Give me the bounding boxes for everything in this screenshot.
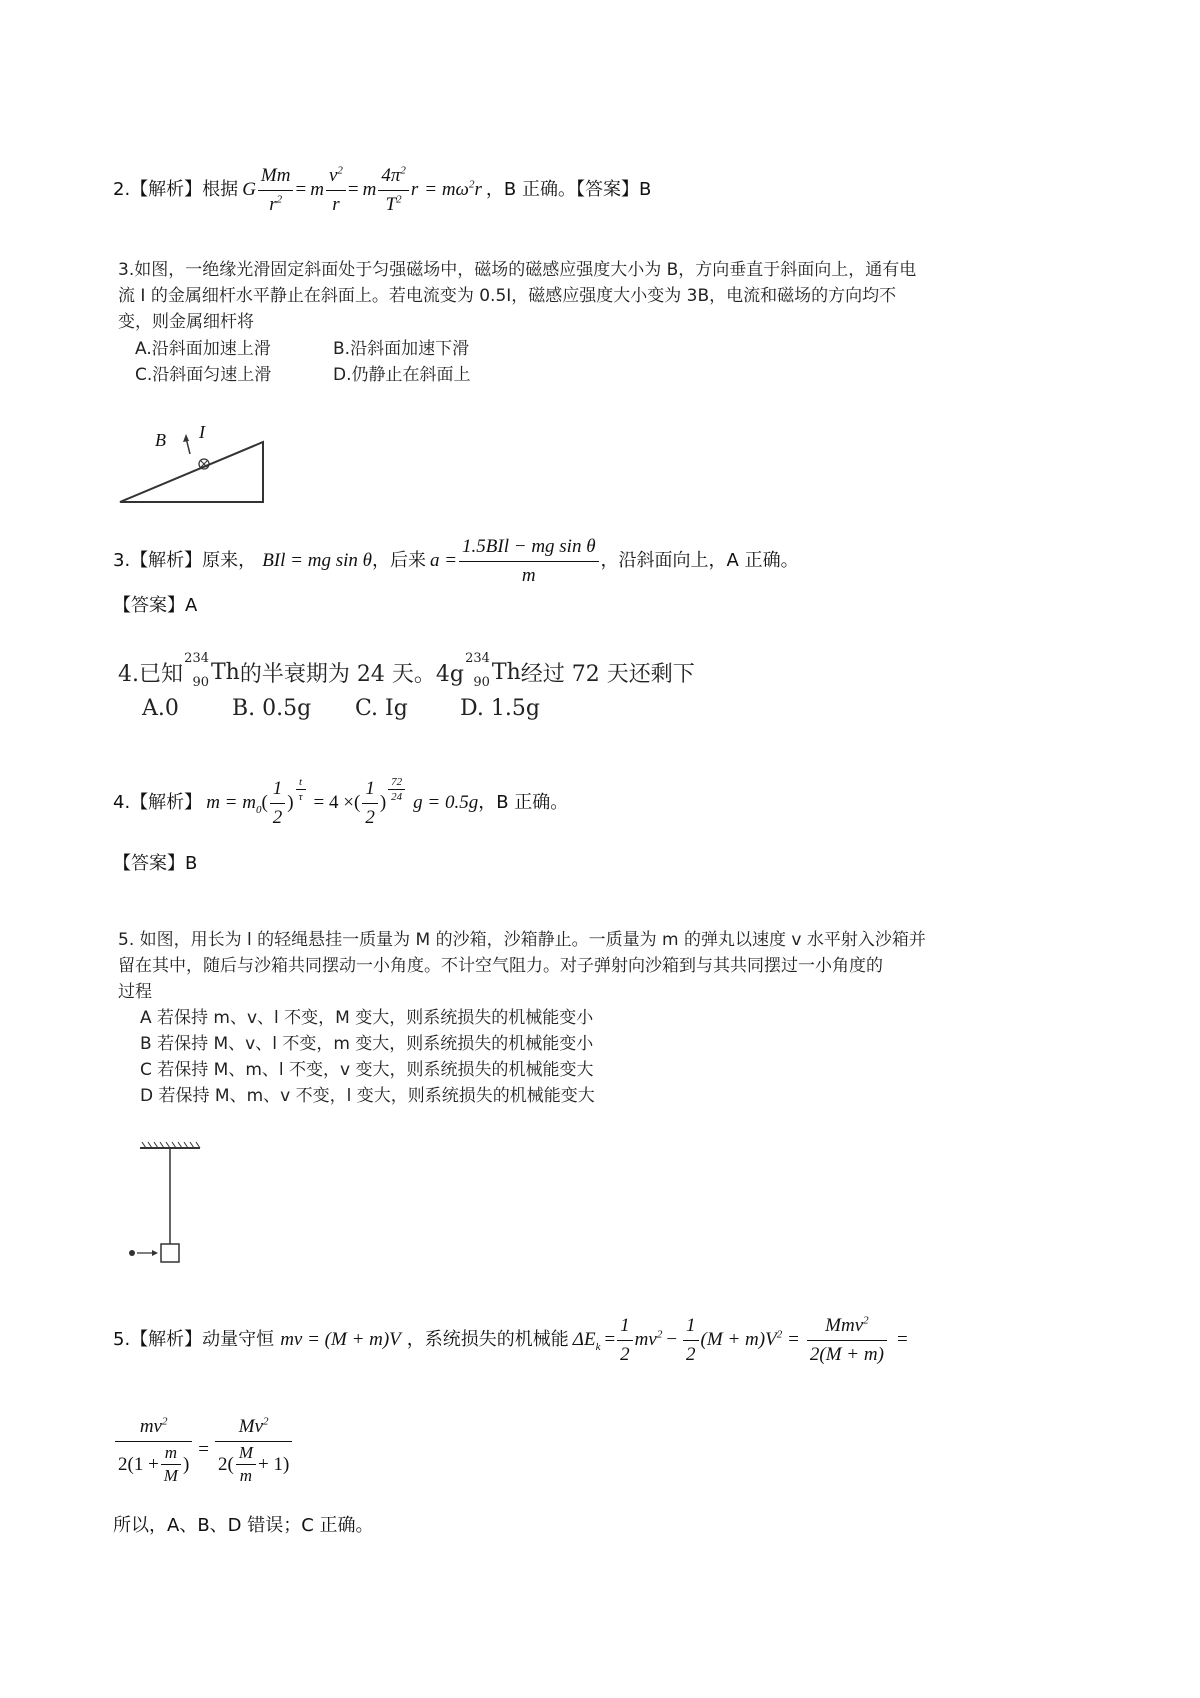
q4-half1-num: 1 (270, 775, 286, 804)
q5-den2-M: M (236, 1442, 256, 1465)
q3-option-d: D.仍静止在斜面上 (333, 365, 471, 385)
q4-sol-m: $m = m_0$ (206, 792, 262, 816)
q4-option-c: C. Ig (355, 696, 408, 721)
q4-sol-half-1 (270, 775, 286, 832)
incline-triangle (120, 442, 263, 502)
q2-prefix: 2.【解析】根据 (113, 179, 239, 200)
q3-sol-eq1: BIl = mg sin θ (262, 550, 372, 571)
q5-sol-dE: $\Delta E_k$ (572, 1329, 601, 1353)
q5-conclusion: 所以，A、B、D 错误；C 正确。 (113, 1515, 374, 1536)
q4-exp2-num: 72 (388, 775, 405, 790)
q5-option-c: C 若保持 M、m、l 不变，v 变大，则系统损失的机械能变大 (140, 1060, 594, 1080)
q4-answer: 【答案】B (113, 853, 198, 874)
q4-option-a: A.0 (142, 696, 179, 721)
q5-option-d: D 若保持 M、m、v 不变，l 变大，则系统损失的机械能变大 (140, 1086, 595, 1106)
q2-frac-gravity (258, 162, 294, 219)
q5-sol-prefix: 5.【解析】动量守恒 (113, 1329, 275, 1350)
q3-answer: 【答案】A (113, 595, 198, 616)
q4-sol-prefix: 4.【解析】 (113, 792, 203, 813)
q2-frac1-num: Mm (258, 162, 294, 191)
q2-frac-centripetal (326, 162, 346, 219)
q3-sol-prefix: 3.【解析】原来， (113, 550, 257, 571)
q2-eq1: = (295, 179, 307, 200)
q3-sol-a: a = (429, 550, 458, 571)
q3-sol-den: m (521, 564, 536, 586)
q2-solution (113, 160, 651, 220)
q4-stem (118, 650, 695, 694)
q3-sol-mid: ，后来 (371, 550, 426, 571)
q5-den1-m: m (161, 1442, 181, 1465)
q2-m1: m (310, 179, 324, 200)
q3-incline-figure (108, 418, 268, 508)
q3-option-b: B.沿斜面加速下滑 (333, 339, 470, 359)
q3-solution (113, 530, 799, 592)
q5-line2-num1: $mv^2$ (115, 1413, 192, 1442)
q3-sol-frac (459, 533, 599, 590)
q2-eq2: = (347, 179, 359, 200)
q4-atomic-number-2: 90 (473, 675, 490, 690)
q4-tail: 经过 72 天还剩下 (520, 661, 695, 687)
q4-sol-mid: = 4 × (313, 792, 354, 813)
q3-line2: 流 I 的金属细杆水平静止在斜面上。若电流变为 0.5I，磁感应强度大小变为 3B，电流和磁场的方向均不 (118, 286, 897, 306)
q2-frac3-den: $T^2$ (385, 193, 402, 215)
q5-line1: 5. 如图，用长为 l 的轻绳悬挂一质量为 M 的沙箱，沙箱静止。一质量为 m 的弹丸以速度 v 水平射入沙箱并 (118, 930, 926, 950)
q5-line3: 过程 (118, 982, 152, 1002)
q5-line2-num2: Mv$^2$ (215, 1413, 292, 1442)
q3-line1: 3.如图，一绝缘光滑固定斜面处于匀强磁场中，磁场的磁感应强度大小为 B，方向垂直于斜面向上，通有电 (118, 260, 917, 280)
q4-nuclide-2 (464, 652, 492, 692)
q5-line2-frac2 (215, 1413, 292, 1487)
q5-half1-den: 2 (620, 1343, 630, 1365)
q5-line2-frac1 (115, 1413, 192, 1487)
q5-den2-m: m (239, 1466, 253, 1485)
q4-solution: 4.【解析】 $m = m_0$ ( $\frac{1}{2}$ ) $\frac{t}{\tau}$ = 4 × ( $\frac{1}{2}$ ) $\frac{72}{24}$ g = 0.5g ，B 正确。 (113, 770, 568, 836)
b-arrow-head (183, 434, 189, 442)
q2-r: r (410, 179, 419, 200)
q2-frac3-num: $4\pi^2$ (378, 162, 409, 191)
q4-half2-den: 2 (365, 806, 375, 828)
q4-option-b: B. 0.5g (232, 696, 312, 721)
q4-option-d: D. 1.5g (460, 696, 540, 721)
q5-line2-den2: 2( $\frac{M}{m}$ + 1) (218, 1443, 290, 1485)
q5-result-den: 2(M + m) (809, 1343, 884, 1365)
q4-lead: 4.已知 (118, 661, 183, 687)
q5-solution-line2: $mv^2$ 2(1 + $\frac{m}{M}$ ) = Mv$^2$ 2( $\frac{M}{m}$ + 1) (113, 1405, 294, 1495)
q2-suffix: ，B 正确。【答案】B (485, 179, 652, 200)
q5-half1-num: 1 (617, 1312, 633, 1341)
q2-m2: m (362, 179, 377, 200)
q4-element-2: Th (491, 659, 521, 685)
q2-frac2-num: $v^2$ (326, 162, 346, 191)
q5-half2-den: 2 (686, 1343, 696, 1365)
q4-sol-end: g = 0.5g (413, 792, 479, 813)
q5-line2: 留在其中，随后与沙箱共同摆动一小角度。不计空气阻力。对子弹射向沙箱到与其共同摆过一小角度的 (118, 956, 883, 976)
bullet-arrow-head (152, 1250, 158, 1256)
q2-G: G (242, 179, 256, 200)
q4-exp1-den: τ (298, 790, 303, 803)
q4-sol-half-2 (362, 775, 378, 832)
q5-sol-result-frac (807, 1312, 887, 1369)
q3-fig-label-b: B (155, 430, 166, 450)
q4-half1-den: 2 (272, 806, 283, 828)
q5-sol-half-1 (617, 1312, 633, 1369)
q5-sol-mv2: $mv^2$ (634, 1328, 663, 1350)
q4-sol-suffix: ，B 正确。 (478, 792, 569, 813)
q4-mid: 的半衰期为 24 天。4g (239, 661, 464, 687)
q4-sol-exp-2 (388, 775, 405, 804)
q4-nuclide-1 (183, 652, 211, 692)
q3-option-a: A.沿斜面加速上滑 (135, 339, 271, 359)
q4-atomic-number: 90 (192, 675, 209, 690)
q4-sol-exp-1 (296, 775, 306, 804)
q3-option-c: C.沿斜面匀速上滑 (135, 365, 272, 385)
q5-sol-mid: ，系统损失的机械能 (406, 1329, 569, 1350)
q4-half2-num: 1 (362, 775, 378, 804)
q3-sol-num: 1.5BIl − mg sin θ (459, 533, 599, 562)
q3-sol-suffix: ，沿斜面向上，A 正确。 (600, 550, 799, 571)
q5-half2-num: 1 (683, 1312, 699, 1341)
q4-element: Th (211, 659, 240, 685)
q2-frac2-den: r (332, 193, 340, 215)
q5-sol-minus: − (666, 1329, 678, 1350)
q5-option-b: B 若保持 M、v、l 不变，m 变大，则系统损失的机械能变小 (140, 1034, 594, 1054)
q5-result-num: Mmv$^2$ (807, 1312, 887, 1341)
q5-option-a: A 若保持 m、v、l 不变，M 变大，则系统损失的机械能变小 (140, 1008, 594, 1028)
q4-mass-number: 234 (184, 651, 209, 666)
q4-mass-number-2: 234 (465, 651, 490, 666)
q5-pendulum-figure (120, 1140, 210, 1270)
q3-line3: 变，则金属细杆将 (118, 312, 254, 332)
q2-frac1-den: $r^2$ (269, 193, 283, 215)
q3-fig-label-i: I (199, 422, 205, 442)
q2-omega-expr: = $m\omega^2r$ (424, 178, 482, 200)
bullet (129, 1250, 135, 1256)
q5-sol-MmV2: $(M + m)V^2$ (700, 1328, 783, 1350)
q2-frac-period (378, 162, 409, 219)
q5-sol-half-2 (683, 1312, 699, 1369)
q4-exp1-num: t (296, 775, 306, 790)
q5-sol-momentum: mv = (M + m)V (280, 1329, 401, 1350)
q5-line2-den1: 2(1 + $\frac{m}{M}$ ) (118, 1443, 190, 1485)
q4-exp2-den: 24 (391, 790, 403, 803)
q5-den1-M: M (163, 1466, 178, 1485)
q5-solution-line1: 5.【解析】动量守恒 mv = (M + m)V ，系统损失的机械能 $\Delta E_k$ = $\frac{1}{2}$ $mv^2$ − $\frac{1}{2}$ $(M + m)V^2$ = $\frac{Mmv^2}{2(M + m)}$ = (113, 1305, 908, 1375)
sandbox (161, 1244, 179, 1262)
